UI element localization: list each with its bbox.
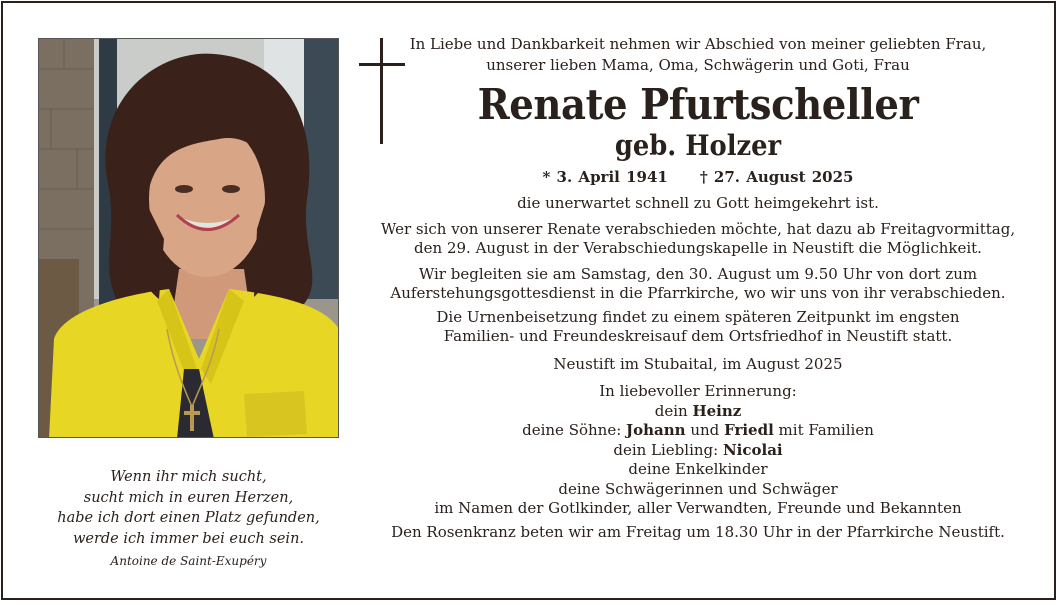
text-line: Wer sich von unserer Renate verabschieden möchte, hat dazu ab Freitagvormittag,: [380, 219, 1016, 238]
place-date: [370, 355, 1026, 375]
text-line: Familien- und Freundeskreisauf dem Ortsfriedhof in Neustift statt.: [443, 327, 953, 345]
poem-line: habe ich dort einen Platz gefunden,: [57, 510, 320, 526]
mourners-heading: In liebevoller Erinnerung:: [599, 382, 797, 400]
life-dates: [370, 166, 1026, 188]
mourner-in-laws: deine Schwägerinnen und Schwäger: [558, 479, 838, 498]
mourner-label: dein: [654, 401, 693, 420]
mourner-grandchildren: deine Enkelkinder: [628, 460, 768, 478]
birth-date: * 3. April 1941: [542, 168, 668, 186]
birth-name: geb. Holzer: [614, 129, 782, 162]
farewell-text: [370, 220, 1026, 259]
mourner-label: und: [685, 421, 725, 439]
poem: [38, 467, 339, 549]
text-line: Neustift im Stubaital, im August 2025: [553, 354, 843, 373]
urn-text: [370, 308, 1026, 347]
mourner-label: dein Liebling:: [613, 440, 723, 459]
obituary-text: [370, 34, 1026, 542]
intro-line: unserer lieben Mama, Oma, Schwägerin und Goti, Frau: [486, 56, 910, 74]
mourner-label: mit Familien: [773, 421, 874, 439]
portrait-photo: [38, 38, 339, 438]
mourner-darling: [370, 441, 1026, 461]
intro-line: In Liebe und Dankbarkeit nehmen wir Abschied von meiner geliebten Frau,: [409, 35, 987, 53]
darling-name: Nicolai: [722, 440, 783, 459]
poem-line: werde ich immer bei euch sein.: [72, 530, 305, 547]
intro: [370, 34, 1026, 76]
text-line: die unerwartet schnell zu Gott heimgekehrt ist.: [517, 194, 879, 212]
text-line: Auferstehungsgottesdienst in die Pfarrkirche, wo wir uns von ihr verabschieden.: [390, 284, 1006, 302]
text-line: Den Rosenkranz beten wir am Freitag um 18.30 Uhr in der Pfarrkirche Neustift.: [391, 522, 1005, 541]
mourners-list: [370, 382, 1026, 519]
text-line: Wir begleiten sie am Samstag, den 30. August um 9.50 Uhr von dort zum: [418, 264, 978, 283]
poem-author: Antoine de Saint-Exupéry: [110, 554, 267, 568]
death-date: † 27. August 2025: [699, 168, 854, 186]
mourner-husband: [370, 402, 1026, 422]
text-line: Die Urnenbeisetzung findet zu einem späteren Zeitpunkt im engsten: [436, 307, 960, 326]
rosary-text: [370, 523, 1026, 543]
husband-name: Heinz: [692, 401, 742, 420]
passing-text: [370, 194, 1026, 214]
son-name: Friedl: [724, 421, 774, 439]
poem-line: sucht mich in euren Herzen,: [83, 489, 294, 506]
service-text: [370, 265, 1026, 304]
mourner-label: deine Söhne:: [522, 421, 627, 439]
mourner-sons: [370, 421, 1026, 441]
mourner-godchildren: im Namen der Gotlkinder, aller Verwandten, Freunde und Bekannten: [434, 499, 962, 517]
son-name: Johann: [626, 421, 686, 439]
deceased-name: Renate Pfurtscheller: [477, 80, 919, 129]
poem-line: Wenn ihr mich sucht,: [110, 469, 267, 485]
text-line: den 29. August in der Verabschiedungskapelle in Neustift die Möglichkeit.: [414, 239, 982, 257]
